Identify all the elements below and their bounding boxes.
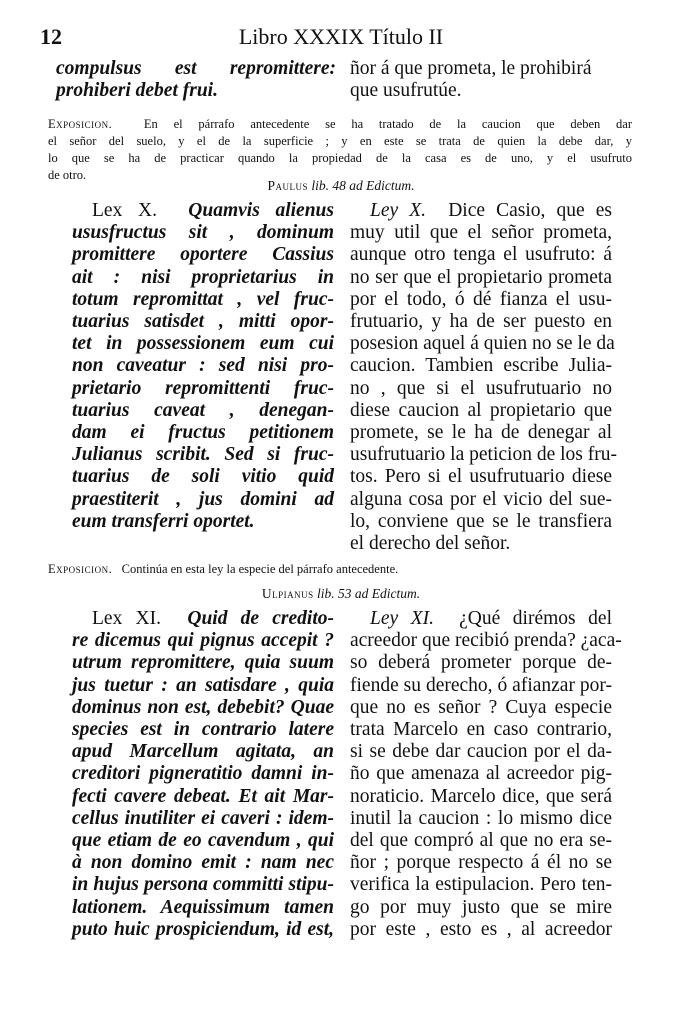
text-line: Lex X. Quamvis alienus — [92, 200, 334, 221]
text-line: usufrutuario la peticion de los fru- — [350, 444, 617, 466]
text-line: posesion aquel á quien no se le da — [350, 333, 615, 355]
text-line: promete, se le ha de denegar al — [350, 422, 612, 444]
text-line: tuarius caveat , denegan- — [72, 399, 334, 421]
running-title: Libro XXXIX Título II — [238, 24, 444, 49]
source-author: Paulus — [267, 178, 308, 193]
text-line: tos. Pero si el usufrutuario diese — [350, 466, 612, 488]
text-line: jus tuetur : an satisdare , quia — [72, 674, 334, 696]
text-line: inutil la caucion : lo mismo dice — [350, 807, 612, 829]
law-number: Lex X. — [92, 200, 157, 221]
text-line: de otro. — [48, 168, 87, 182]
text-line: noraticio. Marcelo dice, que será — [350, 785, 612, 807]
text-line: ñor ; porque respecto á él no se — [350, 852, 612, 874]
exposicion-paragraph — [48, 561, 632, 578]
text-line: apud Marcellum agitata, an — [72, 741, 334, 763]
text-line: verifica la estipulacion. Pero ten- — [350, 874, 612, 896]
text-line: que etiam de eo cavendum , qui — [72, 830, 334, 852]
text-line: que usufrutúe. — [350, 80, 462, 101]
text-line: fecti cavere debeat. Et ait Mar- — [72, 785, 334, 807]
text-line: Ley X. Dice Casio, que es — [370, 200, 612, 221]
text-line: diese caucion al propietario que — [350, 399, 612, 421]
text-line: compulsus est repromittere: — [56, 58, 336, 79]
text-line: Exposicion. Continúa en esta ley la especie del párrafo antecedente. — [48, 562, 399, 576]
text-line: promittere oportere Cassius — [72, 244, 334, 266]
text-line: frutuario, y ha de ser puesto en — [350, 311, 612, 333]
text-line: dominus non est, debebit? Quae — [72, 696, 334, 718]
law-number: Lex XI. — [92, 608, 161, 629]
text-line: el derecho del señor. — [350, 533, 511, 555]
text-line: acreedor que recibió prenda? ¿aca- — [350, 630, 622, 652]
text-line: caucion. Tambien escribe Julia- — [350, 355, 612, 377]
exposicion-lead: Exposicion. — [48, 117, 113, 131]
text-line: tuarius de soli vitio quid — [72, 466, 334, 488]
text-line: ño que amenaza al acreedor pig- — [350, 763, 612, 785]
text-line: que no es señor ? Cuya especie — [350, 696, 612, 718]
text-line: lo, conviene que se le transfiera — [350, 510, 612, 532]
text-line: praestiterit , jus domini ad — [72, 488, 334, 510]
text-line: re dicemus qui pignus accepit ? — [72, 630, 334, 652]
text-line: aunque otro tenga el usufruto: á — [350, 244, 612, 266]
exposicion-lead: Exposicion. — [48, 562, 113, 576]
text-line: totum repromittat , vel fruc- — [72, 288, 334, 310]
text-line: del que compró al que no era se- — [350, 830, 612, 852]
page-header — [40, 24, 642, 54]
text-line: non caveatur : sed nisi pro- — [72, 355, 334, 377]
text-line: species est in contrario latere — [72, 719, 334, 741]
text-line: fiende su derecho, ó afianzar por- — [350, 674, 612, 696]
source-citation — [0, 178, 682, 194]
text-line: puto huic prospiciendum, id est, — [72, 918, 334, 940]
source-citation — [0, 586, 682, 602]
text-line: eum transferri oportet. — [72, 510, 255, 532]
ley-11-spanish — [350, 608, 622, 941]
lex-10-latin — [72, 200, 334, 533]
text-line: no , que si el usufrutuario no — [350, 377, 612, 399]
text-line: muy util que el señor prometa, — [350, 222, 612, 244]
source-reference: lib. 48 ad Edictum. — [311, 178, 415, 193]
source-author: Ulpianus — [261, 586, 314, 601]
text-line: so deberá prometer porque de- — [350, 652, 612, 674]
text-line: à non domino emit : nam nec — [72, 852, 334, 874]
text-line: alguna cosa por el vicio del sue- — [350, 488, 612, 510]
text-line: Julianus scribit. Sed si fruc- — [72, 444, 334, 466]
text-line: trata Marcelo en caso contrario, — [350, 719, 612, 741]
law-number: Ley XI. — [370, 608, 434, 629]
ley-10-spanish — [350, 200, 617, 555]
text-line: tet in possessionem eum cui — [72, 333, 334, 355]
law-number: Ley X. — [370, 200, 427, 221]
lex-11-latin — [72, 608, 334, 941]
text-line: dam ei fructus petitionem — [72, 422, 334, 444]
text-line: ait : nisi proprietarius in — [72, 266, 334, 288]
text-line: lo que se ha de practicar quando la propiedad de la casa es de uno, y el usufruto — [48, 151, 632, 165]
continuation-spanish — [350, 58, 640, 102]
text-line: go por muy justo que se mire — [350, 896, 612, 918]
text-line: cellus inutiliter ei caveri : idem- — [72, 807, 334, 829]
text-line: tuarius satisdet , mitti opor- — [72, 311, 334, 333]
text-line: Lex XI. Quid de credito- — [92, 608, 334, 629]
page-number: 12 — [40, 24, 62, 49]
text-line: por el todo, ó dé fianza el usu- — [350, 288, 612, 310]
source-reference: lib. 53 ad Edictum. — [317, 586, 421, 601]
text-line: si se debe dar caucion por el da- — [350, 741, 612, 763]
text-line: no ser que el propietario prometa — [350, 266, 612, 288]
continuation-latin — [56, 58, 336, 102]
text-line: creditori pigneratitio damni in- — [72, 763, 334, 785]
text-line: prietario repromittenti fruc- — [72, 377, 334, 399]
exposicion-paragraph — [48, 116, 632, 184]
text-line: por este , esto es , al acreedor — [350, 918, 612, 940]
text-line: Exposicion. En el párrafo antecedente se ha tratado de la caucion que deben dar — [48, 117, 633, 131]
text-line: Ley XI. ¿Qué dirémos del — [370, 608, 613, 629]
text-line: el señor del suelo, y el de la superficie ; y en este se trata de quien la debe dar, y — [48, 134, 632, 148]
text-line: in hujus persona committi stipu- — [72, 874, 334, 896]
text-line: ñor á que prometa, le prohibirá — [350, 58, 592, 79]
text-line: utrum repromittere, quia suum — [72, 652, 334, 674]
text-line: prohiberi debet frui. — [56, 80, 218, 101]
text-line: lationem. Aequissimum tamen — [72, 896, 334, 918]
text-line: ususfructus sit , dominum — [72, 222, 334, 244]
